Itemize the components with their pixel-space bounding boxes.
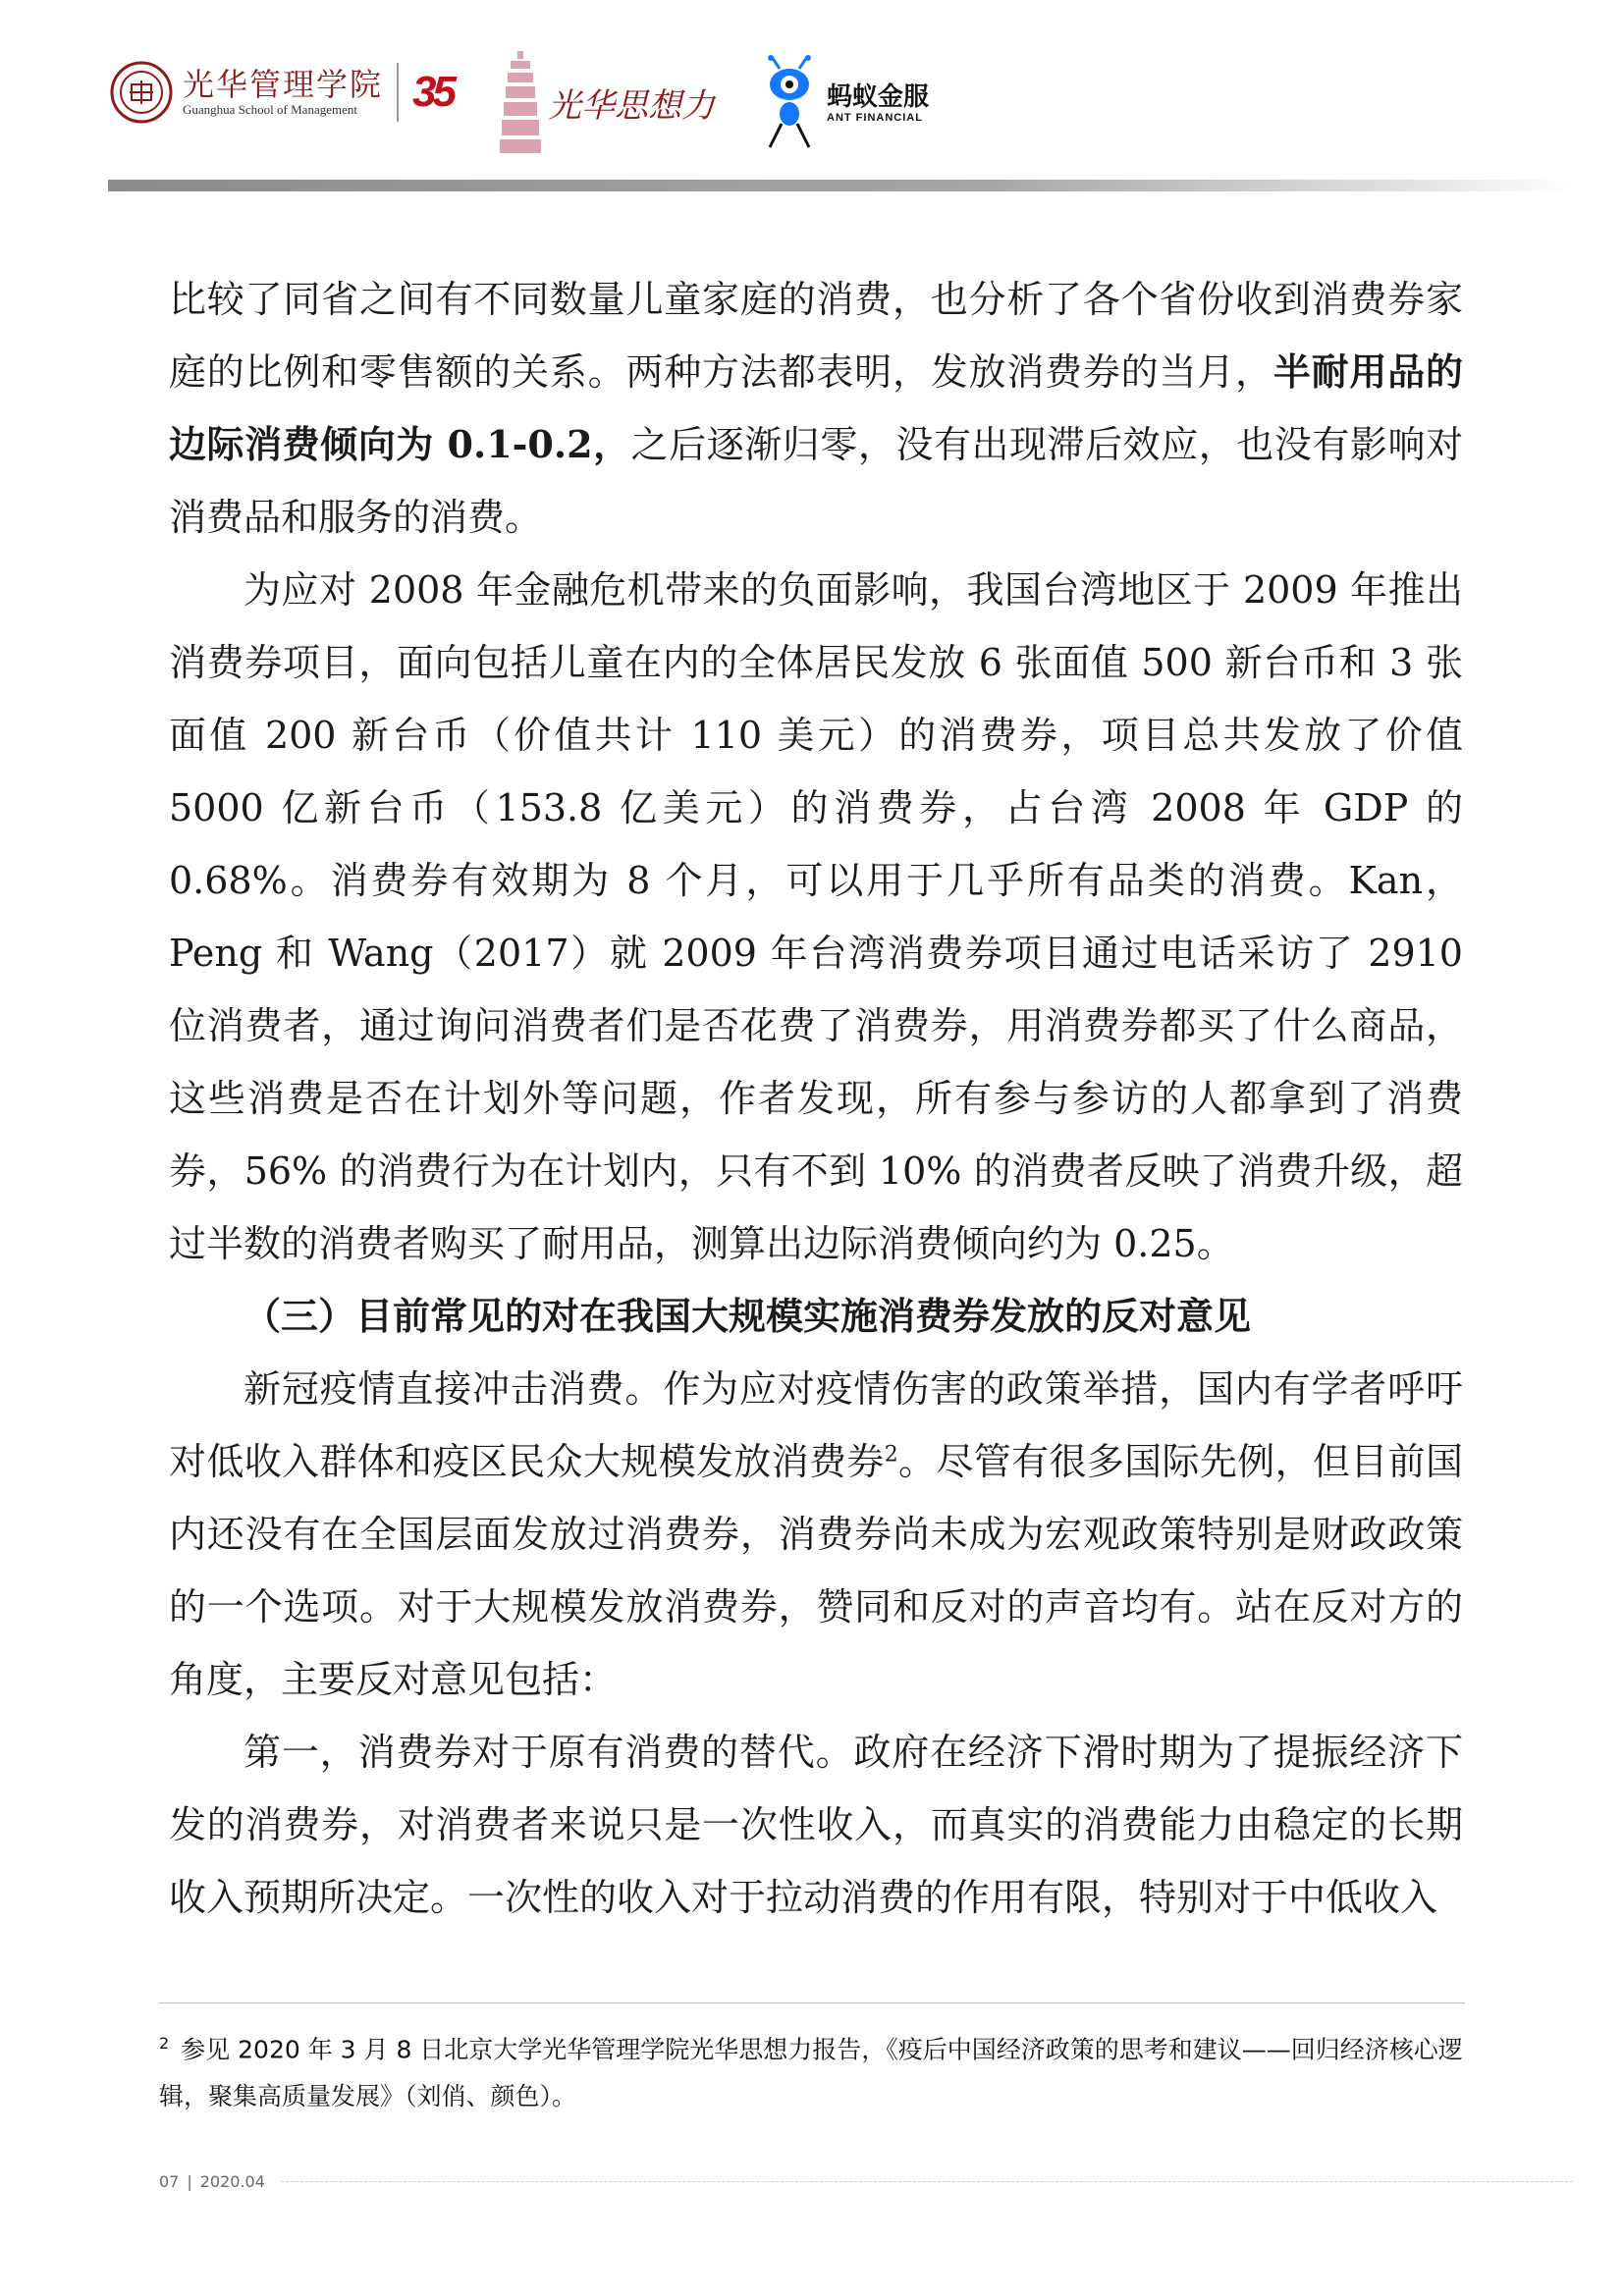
paragraph-2: 为应对 2008 年金融危机带来的负面影响，我国台湾地区于 2009 年推出消费券项目，面向包括儿童在内的全体居民发放 6 张面值 500 新台币和 3 张面值 200 新台币（价值共计 110 美元）的消费券，项目总共发放了价值 5000 亿新台币（153.8 亿美元）的消费券，占台湾 2008 年 GDP 的 0.68%。消费券有效期为 8 个月，可以用于几乎所有品类的消费。Kan，Peng 和 Wang（2017）就 2009 年台湾消费券项目通过电话采访了 2910 位消费者，通过询问消费者们是否花费了消费券，用消费券都买了什么商品，这些消费是否在计划外等问题，作者发现，所有参与参访的人都拿到了消费券，56% 的消费行为在计划内，只有不到 10% 的消费者反映了消费升级，超过半数的消费者购买了耐用品，测算出边际消费倾向约为 0.25。 — [169, 568, 1463, 1265]
main-body — [169, 263, 1463, 1934]
footnote-text: 参见 2020 年 3 月 8 日北京大学光华管理学院光华思想力报告，《疫后中国经济政策的思考和建议——回归经济核心逻辑，聚集高质量发展》（刘俏、颜色）。 — [159, 2035, 1463, 2111]
guanghua-cn: 光华管理学院 — [183, 66, 384, 103]
footer-separator: | — [187, 2172, 192, 2191]
header-rule — [108, 180, 1571, 191]
footer-date: 2020.04 — [199, 2172, 265, 2191]
paragraph-3: 新冠疫情直接冲击消费。作为应对疫情伤害的政策举措，国内有学者呼吁对低收入群体和疫区民众大规模发放消费券$^2$。尽管有很多国际先例，但目前国内还没有在全国层面发放过消费券，消费券尚未成为宏观政策特别是财政政策的一个选项。对于大规模发放消费券，赞同和反对的声音均有。站在反对方的角度，主要反对意见包括： — [169, 1367, 1463, 1701]
section-heading: （三）目前常见的对在我国大规模实施消费券发放的反对意见 — [244, 1294, 1252, 1338]
emphasis-mpc: 半耐用品的边际消费倾向为 0.1-0.2， — [169, 349, 1463, 466]
page-footer — [159, 2172, 1573, 2191]
ant-financial-logo — [758, 55, 929, 151]
footer-rule — [281, 2181, 1573, 2182]
pagoda-icon — [499, 51, 542, 153]
ant-en: ANT FINANCIAL — [827, 112, 923, 124]
guanghua-en: Guanghua School of Management — [183, 102, 357, 117]
page-header — [0, 0, 1624, 196]
paragraph-1: 比较了同省之间有不同数量儿童家庭的消费，也分析了各个省份收到消费券家庭的比例和零售额的关系。两种方法都表明，发放消费券的当月，半耐用品的边际消费倾向为 0.1-0.2，之后逐渐归零，没有出现滞后效应，也没有影响对消费品和服务的消费。 — [169, 278, 1463, 539]
page-number: 07 — [159, 2172, 180, 2191]
anniversary-logo: 35 — [412, 68, 453, 116]
thought-leadership-text: 光华思想力 — [548, 85, 715, 126]
logo-divider — [397, 63, 399, 122]
ant-mascot-icon — [758, 55, 821, 151]
footnote — [159, 2020, 1465, 2120]
guanghua-logo — [110, 61, 453, 124]
pku-seal-icon — [110, 61, 173, 124]
footnote-marker: 2 — [159, 2034, 170, 2053]
thought-leadership-logo — [499, 51, 715, 153]
footnote-ref[interactable]: 2 — [884, 1442, 898, 1468]
ant-cn: 蚂蚁金服 — [827, 82, 930, 112]
footnote-divider — [159, 2002, 1465, 2003]
paragraph-4: 第一，消费券对于原有消费的替代。政府在经济下滑时期为了提振经济下发的消费券，对消费者来说只是一次性收入，而真实的消费能力由稳定的长期收入预期所决定。一次性的收入对于拉动消费的作用有限，特别对于中低收入 — [169, 1731, 1463, 1919]
